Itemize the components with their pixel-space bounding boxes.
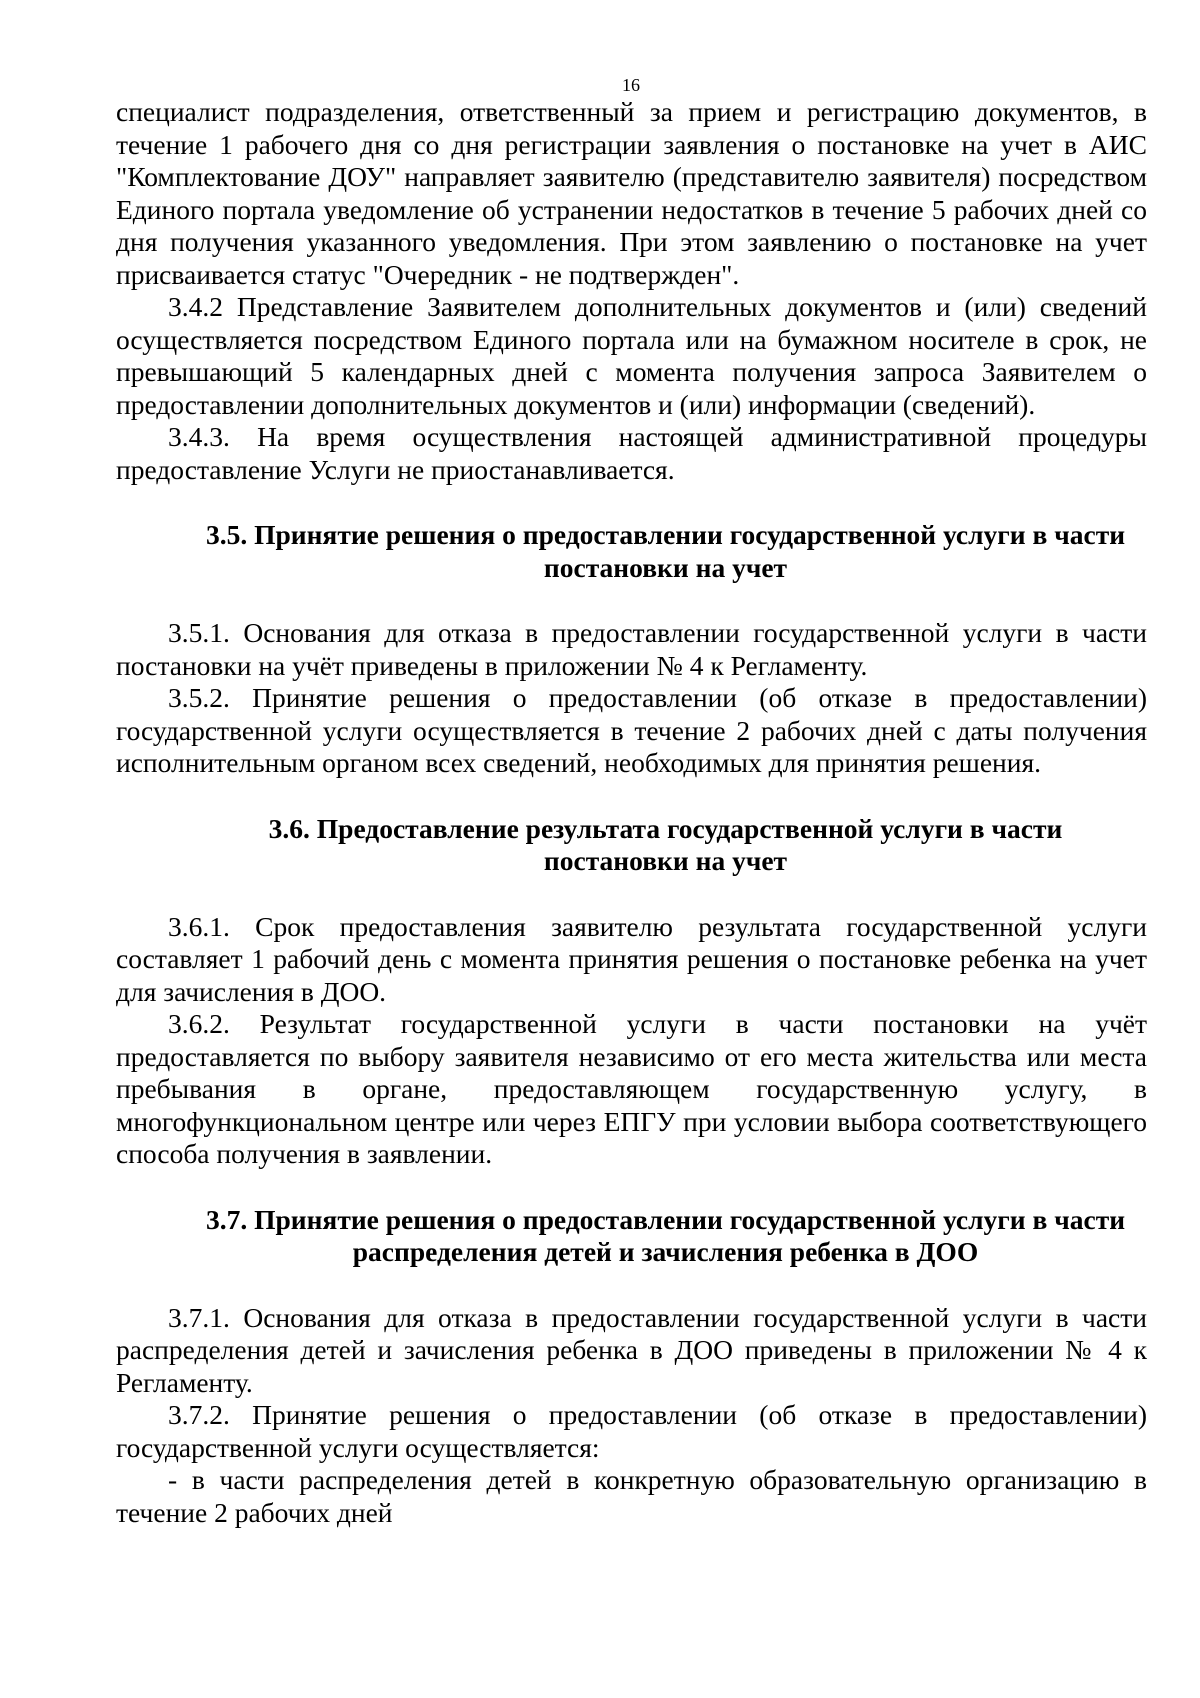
document-body [116, 96, 1147, 1529]
heading-line: 3.5. Принятие решения о предоставлении государственной услуги в части [205, 519, 1126, 550]
heading-line: 3.6. Предоставление результата государственной услуги в части [268, 812, 1063, 844]
paragraph-3-5-2: 3.5.2. Принятие решения о предоставлении (об отказе в предоставлении) государственной услуги осуществляется в течение 2 рабочих дней с даты получения исполнительным органом всех сведений, необходимых для принятия решения. [116, 682, 1147, 778]
paragraph-3-4-3: 3.4.3. На время осуществления настоящей административной процедуры предоставление Услуги не приостанавливается. [116, 421, 1147, 485]
paragraph-3-7-2: 3.7.2. Принятие решения о предоставлении (об отказе в предоставлении) государственной услуги осуществляется: [116, 1399, 1147, 1463]
heading-line: 3.7. Принятие решения о предоставлении государственной услуги в части [205, 1203, 1126, 1235]
paragraph-list-item: - в части распределения детей в конкретную образовательную организацию в течение 2 рабочих дней [116, 1464, 1147, 1528]
heading-line: постановки на учет [543, 551, 788, 583]
section-heading-3-5 [116, 519, 1147, 584]
paragraph-3-7-1: 3.7.1. Основания для отказа в предоставлении государственной услуги в части распределения детей и зачисления ребенка в ДОО приведены в приложении № 4 к Регламенту. [116, 1301, 1147, 1398]
paragraph-continuation: специалист подразделения, ответственный за прием и регистрацию документов, в течение 1 рабочего дня со дня регистрации заявления о постановке на учет в АИС "Комплектование ДОУ" направляет заявителю (представителю заявителя) посредством Единого портала уведомление об устранении недостатков в течение 5 рабочих дней со дня получения указанного уведомления. При этом заявлению о постановке на учет присваивается статус "Очередник - не подтвержден". [116, 96, 1147, 290]
paragraph-3-4-2: 3.4.2 Представление Заявителем дополнительных документов и (или) сведений осуществляется посредством Единого портала или на бумажном носителе в срок, не превышающий 5 календарных дней с момента получения запроса Заявителем о предоставлении дополнительных документов и (или) информации (сведений). [116, 291, 1147, 420]
heading-line: постановки на учет [543, 845, 788, 876]
paragraph-3-6-2: 3.6.2. Результат государственной услуги в части постановки на учёт предоставляется по выбору заявителя независимо от его места жительства или места пребывания в органе, предоставляющем государственную услугу, в многофункциональном центре или через ЕПГУ при условии выбора соответствующего способа получения в заявлении. [116, 1008, 1147, 1169]
section-heading-3-6 [116, 813, 1147, 878]
page-number: 16 [622, 75, 640, 95]
paragraph-3-6-1: 3.6.1. Срок предоставления заявителю результата государственной услуги составляет 1 рабочий день с момента принятия решения о постановке ребенка на учет для зачисления в ДОО. [116, 910, 1147, 1007]
section-heading-3-7 [116, 1204, 1147, 1269]
paragraph-3-5-1: 3.5.1. Основания для отказа в предоставлении государственной услуги в части постановки на учёт приведены в приложении № 4 к Регламенту. [116, 617, 1147, 681]
heading-line: распределения детей и зачисления ребенка в ДОО [352, 1236, 979, 1267]
